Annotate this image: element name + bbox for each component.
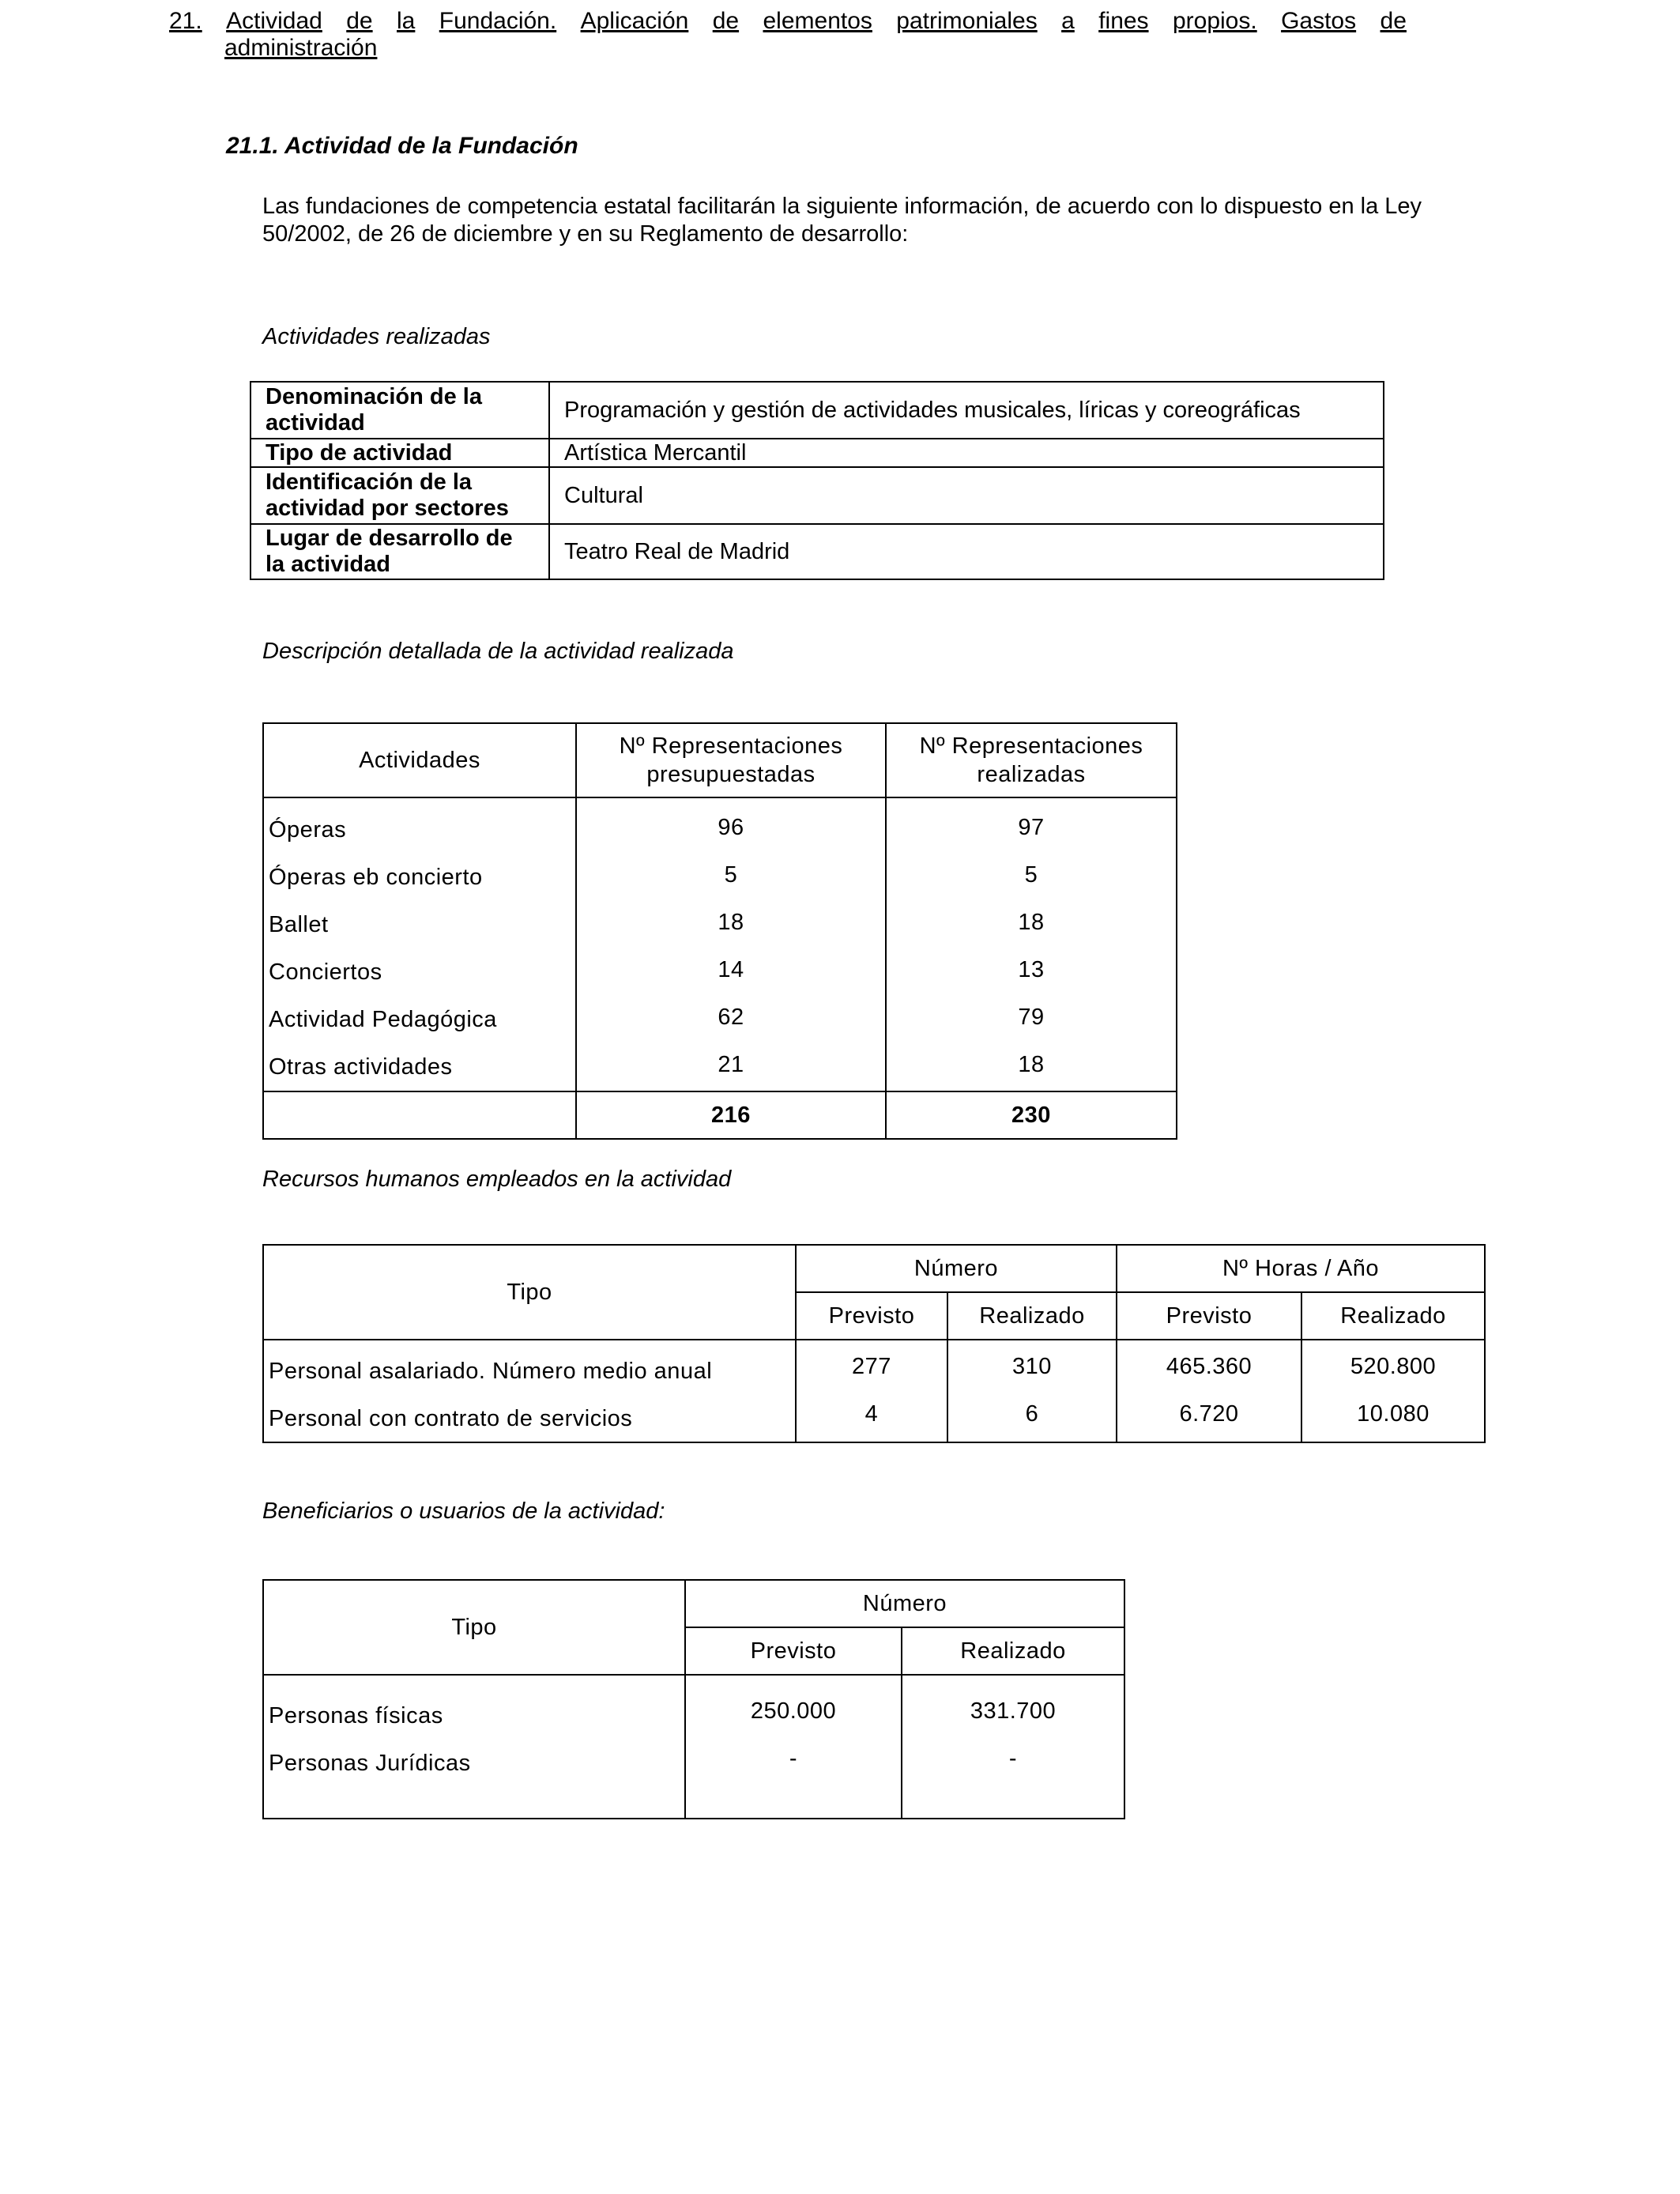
presupuestadas-list [576,797,886,1091]
descripcion-table [262,722,1177,1140]
total-blank-cell [263,1091,576,1139]
realizadas-list [886,797,1177,1091]
section-number: 21. [169,8,202,34]
realizado-list [902,1675,1124,1819]
list-item: 4 [864,1401,879,1427]
descripcion-label: Descripción detallada de la actividad realizada [262,639,734,664]
list-item: Conciertos [269,959,382,985]
table-body-row [263,1675,1124,1819]
intro-paragraph: Las fundaciones de competencia estatal facilitarán la siguiente información, de acuerdo con lo dispuesto en la Ley 50/2002, de 26 de diciembre y en su Reglamento de desarrollo: [262,194,1422,247]
list-item: 97 [1018,815,1045,840]
list-item: 6 [1025,1401,1039,1427]
heading-word: patrimoniales [896,8,1038,34]
list-item: Personas físicas [269,1703,443,1728]
total-row [263,1091,1177,1139]
list-item: 250.000 [750,1698,837,1724]
subheader-num-previsto: Previsto [796,1292,947,1340]
table-header-row [263,1580,1124,1627]
total-presupuestadas: 216 [576,1091,886,1139]
list-item: 310 [1012,1354,1052,1379]
list-item: Óperas [269,817,347,843]
info-value: Artística Mercantil [549,439,1384,467]
list-item: 465.360 [1166,1354,1252,1379]
tipo-list [263,1340,796,1442]
list-item: 5 [724,862,738,888]
list-item: 520.800 [1350,1354,1437,1379]
recursos-label: Recursos humanos empleados en la actividad [262,1167,732,1192]
header-actividades: Actividades [263,723,576,797]
list-item: 96 [718,815,744,840]
heading-word: Fundación. [439,8,557,34]
list-item: 18 [718,910,744,935]
list-item: 277 [852,1354,891,1379]
actividad-info-table [250,381,1384,580]
subheader-horas-realizado: Realizado [1301,1292,1485,1340]
list-item: 21 [718,1052,744,1077]
subheader-previsto: Previsto [685,1627,902,1675]
header-presupuestadas: Nº Representaciones presupuestadas [576,723,886,797]
heading-word: a [1061,8,1075,34]
recursos-table [262,1244,1486,1443]
table-header-row [263,1245,1485,1292]
num-previsto-list [796,1340,947,1442]
header-horas: Nº Horas / Año [1117,1245,1485,1292]
info-value: Cultural [549,467,1384,524]
header-numero: Número [796,1245,1117,1292]
subheader-horas-previsto: Previsto [1117,1292,1301,1340]
list-item: 5 [1024,862,1038,888]
info-key: Identificación de la actividad por sectores [250,467,549,524]
list-item: Personas Jurídicas [269,1751,471,1776]
horas-realizado-list [1301,1340,1485,1442]
heading-word: Actividad [226,8,322,34]
table-body-row [263,1340,1485,1442]
list-item: 18 [1018,1052,1045,1077]
list-item: 14 [718,957,744,982]
list-item: Óperas eb concierto [269,865,483,890]
info-key: Denominación de la actividad [250,382,549,439]
heading-word: de [712,8,740,34]
list-item: 6.720 [1179,1401,1239,1427]
info-value: Teatro Real de Madrid [549,524,1384,579]
heading-word: Gastos [1281,8,1357,34]
info-key: Tipo de actividad [250,439,549,467]
heading-word: fines [1098,8,1149,34]
list-item: Otras actividades [269,1054,453,1080]
subheader-realizado: Realizado [902,1627,1124,1675]
table-row [250,382,1384,439]
actividades-realizadas-label: Actividades realizadas [262,324,491,349]
subsection-title: 21.1. Actividad de la Fundación [226,133,578,159]
table-body-row [263,797,1177,1091]
heading-word: propios. [1172,8,1257,34]
list-item: 331.700 [970,1698,1057,1724]
list-item: Personal asalariado. Número medio anual [269,1359,713,1384]
heading-word: de [1380,8,1407,34]
section-heading-line2: administración [224,35,378,61]
list-item: 79 [1018,1005,1045,1030]
actividades-list [263,797,576,1091]
list-item: Personal con contrato de servicios [269,1406,633,1431]
table-row [250,524,1384,579]
heading-word: Aplicación [580,8,689,34]
section-heading [169,8,1407,62]
table-header-row [263,723,1177,797]
info-value: Programación y gestión de actividades musicales, líricas y coreográficas [549,382,1384,439]
list-item: - [789,1746,798,1771]
list-item: 13 [1018,957,1045,982]
header-numero: Número [685,1580,1124,1627]
list-item: Actividad Pedagógica [269,1007,497,1032]
list-item: 62 [718,1005,744,1030]
info-key: Lugar de desarrollo de la actividad [250,524,549,579]
header-tipo: Tipo [263,1580,685,1675]
heading-word: la [397,8,416,34]
subheader-num-realizado: Realizado [947,1292,1117,1340]
list-item: 18 [1018,910,1045,935]
table-row [250,467,1384,524]
table-row [250,439,1384,467]
list-item: Ballet [269,912,329,937]
list-item: 10.080 [1357,1401,1430,1427]
section-heading-line1 [169,8,1407,35]
previsto-list [685,1675,902,1819]
heading-word: elementos [763,8,872,34]
heading-word: de [346,8,373,34]
list-item: - [1008,1746,1018,1771]
header-tipo: Tipo [263,1245,796,1340]
tipo-list [263,1675,685,1819]
beneficiarios-label: Beneficiarios o usuarios de la actividad: [262,1498,665,1524]
horas-previsto-list [1117,1340,1301,1442]
beneficiarios-table [262,1579,1125,1819]
num-realizado-list [947,1340,1117,1442]
total-realizadas: 230 [886,1091,1177,1139]
header-realizadas: Nº Representaciones realizadas [886,723,1177,797]
